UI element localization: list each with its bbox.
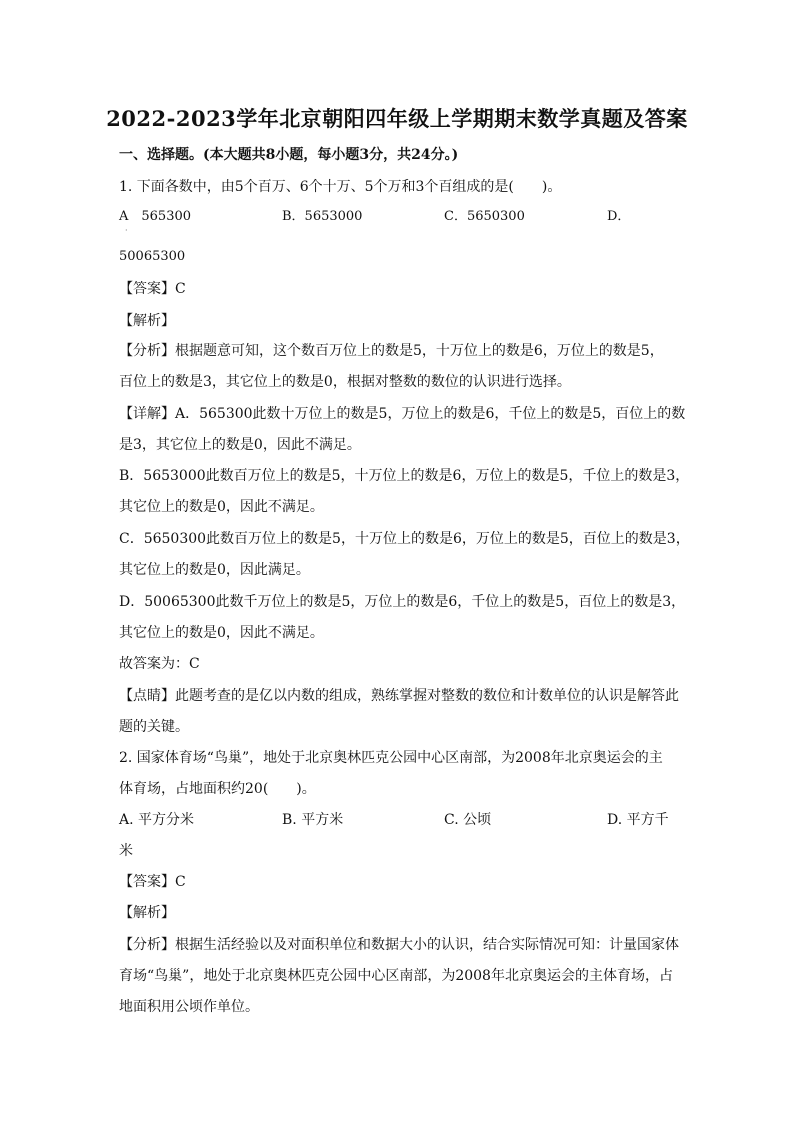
- question-1-detail-line-2: 是3，其它位上的数是0，因此不满足。: [119, 437, 361, 453]
- question-2-option-d: D. 平方千: [607, 812, 669, 828]
- question-1-option-a: A 565300: [119, 209, 192, 224]
- question-1-option-d-value: 50065300: [119, 249, 186, 264]
- question-1-comment-line-2: 题的关键。: [119, 719, 189, 735]
- question-1-detail-line-8: 其它位上的数是0，因此不满足。: [119, 625, 324, 641]
- question-1-detail-line-4: 其它位上的数是0，因此不满足。: [119, 499, 324, 515]
- question-1-detail-line-5: C．5650300此数百万位上的数是5，十万位上的数是6，万位上的数是5，百位上的数是3，: [119, 531, 690, 547]
- question-1-detail-line-3: B．5653000此数百万位上的数是5，十万位上的数是6，万位上的数是5，千位上的数是3，: [119, 468, 690, 484]
- question-2-option-c: C. 公顷: [444, 812, 492, 828]
- question-1-detail-line-7: D．50065300此数千万位上的数是5，万位上的数是6，千位上的数是5，百位上的数是3，: [119, 594, 686, 610]
- question-2-stem-line-1: 2. 国家体育场“鸟巢”，地处于北京奥林匹克公园中心区南部，为2008年北京奥运会的主: [119, 750, 663, 766]
- question-2-fenxi-line-3: 地面积用公顷作单位。: [119, 999, 259, 1015]
- question-2-option-b: B. 平方米: [282, 812, 344, 828]
- question-2-fenxi-line-2: 育场“鸟巢”，地处于北京奥林匹克公园中心区南部，为2008年北京奥运会的主体育场，占: [119, 968, 673, 984]
- question-1-detail-line-1: 【详解】A．565300此数十万位上的数是5，万位上的数是6，千位上的数是5，百位上的数: [119, 406, 686, 422]
- question-2-option-d-wrap: 米: [119, 843, 133, 859]
- question-2-stem-line-2: 体育场，占地面积约20( )。: [119, 781, 316, 797]
- question-1-fenxi-line-1: 【分析】根据题意可知，这个数百万位上的数是5，十万位上的数是6，万位上的数是5，: [119, 343, 664, 359]
- question-1-answer: 【答案】C: [119, 281, 186, 297]
- question-1-stem: 1. 下面各数中，由5个百万、6个十万、5个万和3个百组成的是( )。: [119, 179, 562, 195]
- question-1-fenxi-line-2: 百位上的数是3，其它位上的数是0，根据对整数的数位的认识进行选择。: [119, 374, 571, 390]
- question-1-option-d: D．: [607, 209, 631, 224]
- section-heading: 一、选择题。(本大题共8小题，每小题3分，共24分。): [119, 147, 459, 163]
- question-2-answer: 【答案】C: [119, 874, 186, 890]
- question-1-comment-line-1: 【点睛】此题考查的是亿以内数的组成，熟练掌握对整数的数位和计数单位的认识是解答此: [119, 688, 679, 704]
- question-1-option-b: B．5653000: [282, 209, 363, 224]
- stray-mark: ·: [125, 226, 128, 235]
- question-2-option-a: A. 平方分米: [119, 812, 195, 828]
- question-1-analysis-heading: 【解析】: [119, 313, 175, 329]
- page-title: 2022-2023学年北京朝阳四年级上学期期末数学真题及答案: [106, 106, 688, 131]
- question-1-option-c: C．5650300: [444, 209, 525, 224]
- question-2-fenxi-line-1: 【分析】根据生活经验以及对面积单位和数据大小的认识，结合实际情况可知：计量国家体: [119, 937, 679, 953]
- question-2-analysis-heading: 【解析】: [119, 905, 175, 921]
- question-1-detail-line-6: 其它位上的数是0，因此满足。: [119, 562, 310, 578]
- question-1-conclusion: 故答案为：C: [119, 656, 200, 672]
